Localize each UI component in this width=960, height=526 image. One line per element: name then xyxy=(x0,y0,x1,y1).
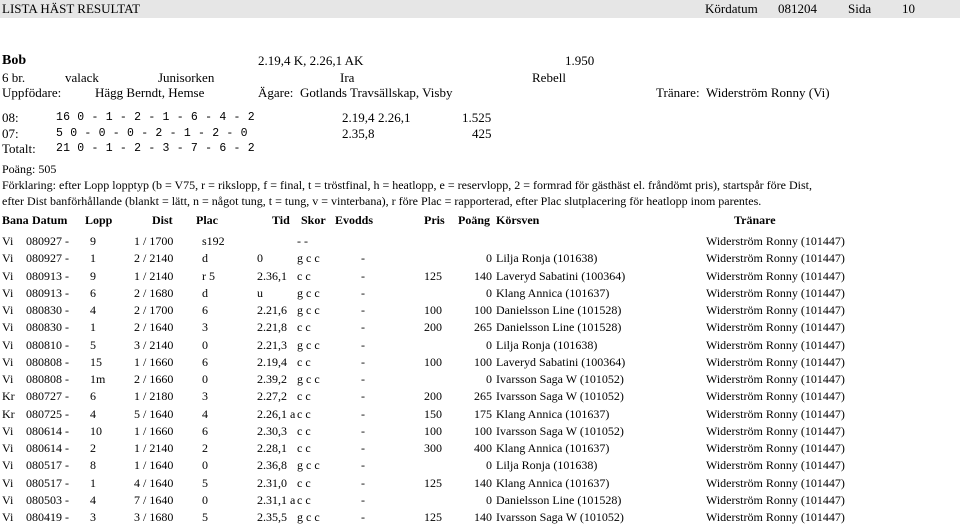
sida-label: Sida xyxy=(848,1,872,16)
horse-best-times: 2.19,4 K, 2.26,1 AK xyxy=(258,53,364,68)
cell-plac: 4 xyxy=(202,406,208,421)
cell-lopp: 4 xyxy=(90,406,96,421)
cell-bana: Vi xyxy=(2,251,14,266)
cell-pris: 300 xyxy=(424,441,442,455)
stats-t1-07: 2.35,8 xyxy=(342,126,375,141)
cell-dist: 1 / 1660 xyxy=(134,354,174,369)
cell-poang: 0 xyxy=(486,337,492,352)
cell-evodds: - xyxy=(361,285,365,300)
table-row xyxy=(0,249,960,267)
table-row xyxy=(0,353,960,371)
cell-poang: 0 xyxy=(486,372,492,386)
cell-datum: 080808 - xyxy=(26,372,69,386)
stats-amount-08: 1.525 xyxy=(462,110,492,125)
cell-bana: Vi xyxy=(2,372,14,386)
cell-lopp: 6 xyxy=(90,285,96,300)
cell-lopp: 6 xyxy=(90,389,96,404)
cell-tid: 2.21,8 xyxy=(257,320,287,335)
cell-datum: 080808 - xyxy=(26,354,69,369)
cell-tid: 2.35,5 xyxy=(257,510,287,524)
cell-lopp: 4 xyxy=(90,492,96,507)
cell-evodds: - xyxy=(361,406,365,421)
cell-korsven: Ivarsson Saga W (101052) xyxy=(496,423,624,438)
cell-lopp: 2 xyxy=(90,441,96,455)
col-bana: Bana xyxy=(2,213,29,227)
table-row xyxy=(0,301,960,319)
cell-datum: 080517 - xyxy=(26,458,69,473)
cell-poang: 100 xyxy=(474,354,492,369)
cell-dist: 7 / 1640 xyxy=(134,492,174,507)
table-row xyxy=(0,267,960,285)
cell-dist: 3 / 1680 xyxy=(134,510,174,524)
cell-skor: c c xyxy=(297,406,311,421)
cell-datum: 080517 - xyxy=(26,475,69,490)
cell-skor: c c xyxy=(297,475,311,490)
cell-dist: 1 / 2140 xyxy=(134,441,174,455)
cell-lopp: 5 xyxy=(90,337,96,352)
cell-poang: 100 xyxy=(474,303,492,317)
col-plac: Plac xyxy=(196,213,218,227)
cell-pris: 100 xyxy=(424,354,442,369)
cell-bana: Vi xyxy=(2,475,14,490)
cell-poang: 265 xyxy=(474,389,492,404)
cell-korsven: Lilja Ronja (101638) xyxy=(496,337,598,352)
cell-skor: c c xyxy=(297,389,311,404)
table-row xyxy=(0,336,960,354)
table-row xyxy=(0,456,960,474)
cell-plac: 0 xyxy=(202,458,208,473)
cell-bana: Vi xyxy=(2,268,14,283)
cell-korsven: Laveryd Sabatini (100364) xyxy=(496,354,626,369)
cell-datum: 080503 - xyxy=(26,492,69,507)
cell-tranare: Widerström Ronny (101447) xyxy=(706,423,845,438)
cell-korsven: Lilja Ronja (101638) xyxy=(496,458,598,473)
cell-tid: 2.31,0 xyxy=(257,475,287,490)
cell-evodds: - xyxy=(361,475,365,490)
cell-tranare: Widerström Ronny (101447) xyxy=(706,441,845,455)
cell-pris: 125 xyxy=(424,268,442,283)
cell-korsven: Danielsson Line (101528) xyxy=(496,320,622,335)
cell-plac: 5 xyxy=(202,475,208,490)
cell-poang: 140 xyxy=(474,475,492,490)
cell-dist: 3 / 2140 xyxy=(134,337,174,352)
cell-skor: g c c xyxy=(297,458,320,473)
cell-plac: 0 xyxy=(202,372,208,386)
cell-pris: 200 xyxy=(424,389,442,404)
col-dist: Dist xyxy=(152,213,173,227)
cell-poang: 400 xyxy=(474,441,492,455)
cell-plac: 2 xyxy=(202,441,208,455)
stats-t1-08: 2.19,4 xyxy=(342,110,375,125)
cell-dist: 4 / 1640 xyxy=(134,475,174,490)
cell-tid: u xyxy=(257,285,263,300)
col-lopp: Lopp xyxy=(85,213,113,227)
cell-tranare: Widerström Ronny (101447) xyxy=(706,372,845,386)
cell-lopp: 1m xyxy=(90,372,106,386)
cell-datum: 080830 - xyxy=(26,320,69,335)
cell-datum: 080725 - xyxy=(26,406,69,421)
cell-bana: Vi xyxy=(2,303,14,317)
table-row xyxy=(0,405,960,423)
report-title: LISTA HÄST RESULTAT xyxy=(2,1,141,16)
cell-pris: 200 xyxy=(424,320,442,335)
stats-values-08: 16 0 - 1 - 2 - 1 - 6 - 4 - 2 xyxy=(56,111,255,124)
cell-bana: Vi xyxy=(2,423,14,438)
cell-bana: Vi xyxy=(2,354,14,369)
cell-lopp: 10 xyxy=(90,423,102,438)
cell-dist: 2 / 2140 xyxy=(134,251,174,266)
cell-tid: 2.28,1 xyxy=(257,441,287,455)
cell-dist: 2 / 1680 xyxy=(134,285,174,300)
cell-dist: 1 / 2140 xyxy=(134,268,174,283)
points: Poäng: 505 xyxy=(2,162,57,176)
cell-tid: 2.19,4 xyxy=(257,354,287,369)
cell-tid: 2.36,8 xyxy=(257,458,287,473)
cell-bana: Vi xyxy=(2,337,14,352)
cell-plac: 6 xyxy=(202,423,208,438)
cell-poang: 140 xyxy=(474,510,492,524)
stats-label-07: 07: xyxy=(2,126,19,141)
cell-poang: 100 xyxy=(474,423,492,438)
horse-earnings: 1.950 xyxy=(565,53,595,68)
cell-korsven: Danielsson Line (101528) xyxy=(496,492,622,507)
cell-tid: 2.31,1 a xyxy=(257,492,296,507)
cell-tid: 2.26,1 a xyxy=(257,406,296,421)
owner-value: Gotlands Travsällskap, Visby xyxy=(300,85,453,100)
cell-korsven: Klang Annica (101637) xyxy=(496,441,610,455)
cell-tranare: Widerström Ronny (101447) xyxy=(706,389,845,404)
cell-korsven: Klang Annica (101637) xyxy=(496,406,610,421)
cell-bana: Vi xyxy=(2,492,14,507)
cell-dist: 1 / 2180 xyxy=(134,389,174,404)
cell-evodds: - xyxy=(361,389,365,404)
table-row xyxy=(0,284,960,302)
cell-datum: 080810 - xyxy=(26,337,69,352)
col-poang: Poäng xyxy=(458,213,491,227)
cell-bana: Vi xyxy=(2,510,14,524)
horse-class: Junisorken xyxy=(158,70,215,85)
table-row xyxy=(0,370,960,388)
table-row xyxy=(0,491,960,509)
cell-lopp: 1 xyxy=(90,475,96,490)
cell-plac: 3 xyxy=(202,320,208,335)
cell-evodds: - xyxy=(361,320,365,335)
table-row xyxy=(0,232,960,250)
cell-plac: 5 xyxy=(202,510,208,524)
results-header xyxy=(0,211,960,229)
cell-tid: 2.21,3 xyxy=(257,337,287,352)
cell-korsven: Klang Annica (101637) xyxy=(496,285,610,300)
cell-datum: 080419 - xyxy=(26,510,69,524)
cell-lopp: 1 xyxy=(90,251,96,266)
cell-datum: 080913 - xyxy=(26,285,69,300)
cell-tranare: Widerström Ronny (101447) xyxy=(706,268,845,283)
cell-tranare: Widerström Ronny (101447) xyxy=(706,475,845,490)
cell-dist: 2 / 1660 xyxy=(134,372,174,386)
cell-evodds: - xyxy=(361,354,365,369)
col-tid: Tid xyxy=(272,213,290,227)
cell-evodds: - xyxy=(361,510,365,524)
cell-plac: 6 xyxy=(202,303,208,317)
cell-tid: 2.27,2 xyxy=(257,389,287,404)
cell-skor: c c xyxy=(297,441,311,455)
table-row xyxy=(0,387,960,405)
cell-lopp: 9 xyxy=(90,268,96,283)
cell-lopp: 3 xyxy=(90,510,96,524)
cell-bana: Vi xyxy=(2,458,14,473)
cell-skor: g c c xyxy=(297,303,320,317)
cell-evodds: - xyxy=(361,337,365,352)
kordatum-value: 081204 xyxy=(778,1,817,16)
col-skor: Skor xyxy=(301,213,326,227)
col-evodds: Evodds xyxy=(335,213,374,227)
cell-skor: c c xyxy=(297,423,311,438)
cell-tid: 2.30,3 xyxy=(257,423,287,438)
cell-tid: 0 xyxy=(257,251,263,266)
cell-plac: s192 xyxy=(202,234,225,248)
stats-label-08: 08: xyxy=(2,110,19,125)
cell-korsven: Ivarsson Saga W (101052) xyxy=(496,372,624,386)
cell-dist: 1 / 1700 xyxy=(134,234,174,248)
horse-sex: valack xyxy=(65,70,99,85)
cell-tranare: Widerström Ronny (101447) xyxy=(706,303,845,317)
cell-datum: 080727 - xyxy=(26,389,69,404)
cell-evodds: - xyxy=(361,268,365,283)
cell-tranare: Widerström Ronny (101447) xyxy=(706,234,845,248)
cell-lopp: 4 xyxy=(90,303,96,317)
cell-tid: 2.36,1 xyxy=(257,268,287,283)
cell-poang: 0 xyxy=(486,251,492,266)
cell-tranare: Widerström Ronny (101447) xyxy=(706,354,845,369)
cell-poang: 265 xyxy=(474,320,492,335)
stats-label-total: Totalt: xyxy=(2,141,36,156)
cell-datum: 080830 - xyxy=(26,303,69,317)
trainer-value: Widerström Ronny (Vi) xyxy=(706,85,830,100)
cell-plac: d xyxy=(202,251,208,266)
cell-plac: 0 xyxy=(202,337,208,352)
cell-plac: d xyxy=(202,285,208,300)
cell-pris: 125 xyxy=(424,475,442,490)
cell-korsven: Lilja Ronja (101638) xyxy=(496,251,598,266)
cell-skor: g c c xyxy=(297,285,320,300)
cell-skor: g c c xyxy=(297,337,320,352)
cell-skor: c c xyxy=(297,320,311,335)
cell-evodds: - xyxy=(361,492,365,507)
table-row xyxy=(0,508,960,526)
cell-datum: 080614 - xyxy=(26,423,69,438)
cell-skor: c c xyxy=(297,354,311,369)
cell-tranare: Widerström Ronny (101447) xyxy=(706,285,845,300)
cell-lopp: 9 xyxy=(90,234,96,248)
cell-poang: 140 xyxy=(474,268,492,283)
trainer-label: Tränare: xyxy=(656,85,700,100)
cell-plac: 6 xyxy=(202,354,208,369)
cell-tranare: Widerström Ronny (101447) xyxy=(706,492,845,507)
cell-skor: g c c xyxy=(297,251,320,266)
cell-korsven: Ivarsson Saga W (101052) xyxy=(496,389,624,404)
cell-poang: 175 xyxy=(474,406,492,421)
cell-tid: 2.21,6 xyxy=(257,303,287,317)
cell-bana: Vi xyxy=(2,234,14,248)
legend-line-2: efter Dist banförhållande (blankt = lätt, n = något tung, t = tung, v = vinterbana), r före Plac = rapporterad, efter Plac slutplacering för heatlopp inom parentes. xyxy=(2,194,762,208)
breeder-value: Hägg Berndt, Hemse xyxy=(95,85,205,100)
cell-skor: g c c xyxy=(297,372,320,386)
cell-evodds: - xyxy=(361,303,365,317)
cell-datum: 080927 - xyxy=(26,251,69,266)
cell-korsven: Klang Annica (101637) xyxy=(496,475,610,490)
cell-skor: g c c xyxy=(297,510,320,524)
stats-amount-07: 425 xyxy=(472,126,492,141)
cell-bana: Kr xyxy=(2,406,15,421)
table-row xyxy=(0,318,960,336)
cell-lopp: 1 xyxy=(90,320,96,335)
cell-dist: 1 / 1660 xyxy=(134,423,174,438)
col-korsven: Körsven xyxy=(496,213,540,227)
cell-datum: 080927 - xyxy=(26,234,69,248)
cell-datum: 080913 - xyxy=(26,268,69,283)
cell-plac: 0 xyxy=(202,492,208,507)
cell-tid: 2.39,2 xyxy=(257,372,287,386)
cell-skor: - - xyxy=(297,234,308,248)
cell-plac: r 5 xyxy=(202,268,215,283)
col-tranare: Tränare xyxy=(734,213,776,227)
cell-bana: Vi xyxy=(2,441,14,455)
cell-pris: 100 xyxy=(424,303,442,317)
cell-poang: 0 xyxy=(486,458,492,473)
cell-evodds: - xyxy=(361,251,365,266)
cell-dist: 2 / 1700 xyxy=(134,303,174,317)
cell-pris: 100 xyxy=(424,423,442,438)
horse-age: 6 br. xyxy=(2,70,26,85)
cell-dist: 5 / 1640 xyxy=(134,406,174,421)
cell-pris: 150 xyxy=(424,406,442,421)
cell-bana: Vi xyxy=(2,320,14,335)
cell-evodds: - xyxy=(361,423,365,438)
col-datum: Datum xyxy=(32,213,68,227)
table-row xyxy=(0,422,960,440)
cell-poang: 0 xyxy=(486,492,492,507)
cell-datum: 080614 - xyxy=(26,441,69,455)
cell-tranare: Widerström Ronny (101447) xyxy=(706,458,845,473)
stats-values-total: 21 0 - 1 - 2 - 3 - 7 - 6 - 2 xyxy=(56,142,255,155)
cell-tranare: Widerström Ronny (101447) xyxy=(706,320,845,335)
cell-dist: 2 / 1640 xyxy=(134,320,174,335)
cell-lopp: 8 xyxy=(90,458,96,473)
cell-skor: c c xyxy=(297,268,311,283)
cell-tranare: Widerström Ronny (101447) xyxy=(706,251,845,266)
cell-lopp: 15 xyxy=(90,354,102,369)
cell-korsven: Laveryd Sabatini (100364) xyxy=(496,268,626,283)
cell-tranare: Widerström Ronny (101447) xyxy=(706,337,845,352)
cell-tranare: Widerström Ronny (101447) xyxy=(706,510,845,524)
stats-t2-08: 2.26,1 xyxy=(378,110,411,125)
cell-pris: 125 xyxy=(424,510,442,524)
sida-value: 10 xyxy=(902,1,915,16)
cell-poang: 0 xyxy=(486,285,492,300)
cell-dist: 1 / 1640 xyxy=(134,458,174,473)
owner-label: Ägare: xyxy=(258,85,294,100)
cell-korsven: Danielsson Line (101528) xyxy=(496,303,622,317)
cell-korsven: Ivarsson Saga W (101052) xyxy=(496,510,624,524)
horse-name: Bob xyxy=(2,53,27,68)
stats-values-07: 5 0 - 0 - 0 - 2 - 1 - 2 - 0 xyxy=(56,127,248,140)
breeder-label: Uppfödare: xyxy=(2,85,62,100)
cell-bana: Vi xyxy=(2,285,14,300)
horse-dam: Rebell xyxy=(532,70,566,85)
table-row xyxy=(0,439,960,457)
table-row xyxy=(0,474,960,492)
cell-bana: Kr xyxy=(2,389,15,404)
cell-evodds: - xyxy=(361,441,365,455)
cell-tranare: Widerström Ronny (101447) xyxy=(706,406,845,421)
legend-line-1: Förklaring: efter Lopp lopptyp (b = V75, r = rikslopp, f = final, t = tröstfinal, h = heatlopp, e = reservlopp, 2 = formrad för gästhäst el. fråndömt pris), startspår före Dist, xyxy=(2,178,812,192)
cell-plac: 3 xyxy=(202,389,208,404)
horse-sire: Ira xyxy=(340,70,355,85)
col-pris: Pris xyxy=(424,213,445,227)
kordatum-label: Kördatum xyxy=(705,1,758,16)
cell-skor: c c xyxy=(297,492,311,507)
cell-evodds: - xyxy=(361,458,365,473)
cell-evodds: - xyxy=(361,372,365,386)
